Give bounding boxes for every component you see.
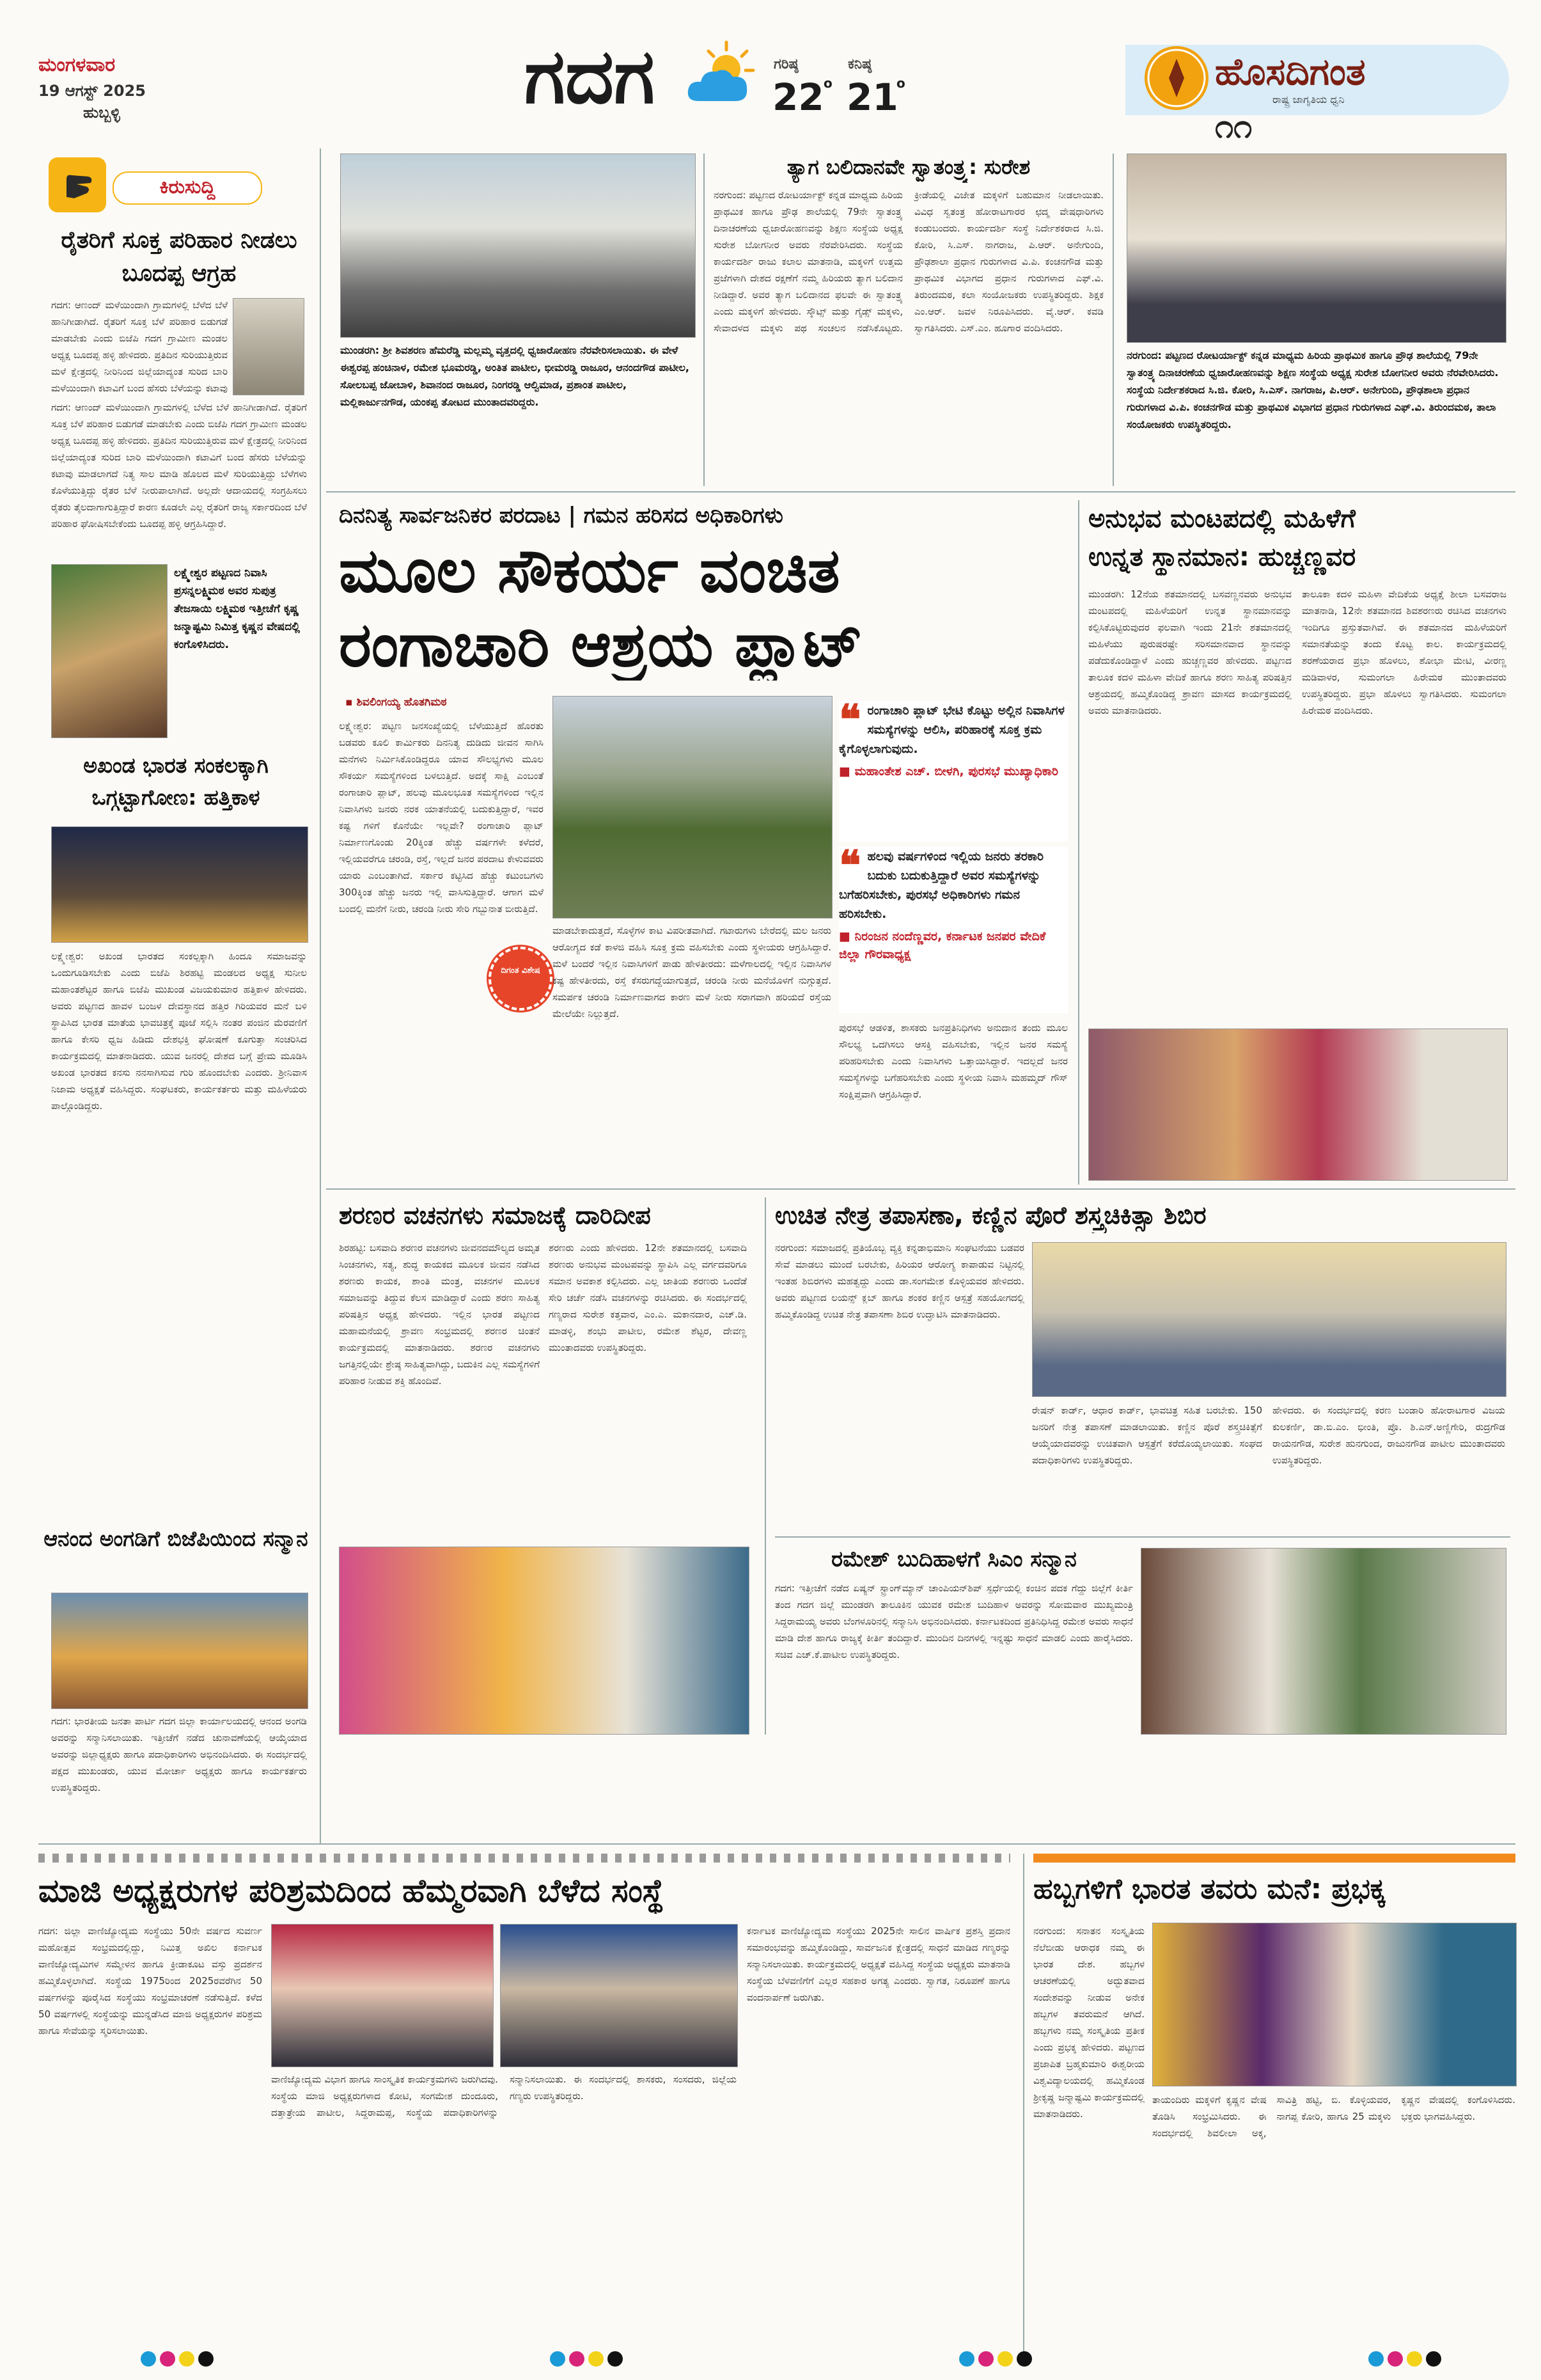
column-divider <box>320 148 321 1843</box>
color-dot <box>997 2351 1013 2367</box>
sharanara-headline: ಶರಣರ ವಚನಗಳು ಸಮಾಜಕ್ಕೆ ದಾರಿದೀಪ <box>339 1201 651 1229</box>
column-divider <box>765 1197 766 1735</box>
color-dot <box>1388 2351 1403 2367</box>
torch-rally-photo <box>51 826 308 943</box>
digantha-special-badge: ದಿಗಂತ ವಿಶೇಷ <box>489 947 552 1011</box>
row-divider <box>775 1536 1510 1538</box>
main-byline-name: ಶಿವಲಿಂಗಯ್ಯ ಹೊತಗಿಮಠ <box>356 696 447 709</box>
section-rule <box>38 1854 1010 1863</box>
kirusuddi-headline-3: ಅಖಂಡ ಭಾರತ ಸಂಕಲಕ್ಕಾಗಿ ಒಗ್ಗಟ್ಟಾಗೋಣ: ಹತ್ತಿಕಾಳ <box>83 753 269 810</box>
maji-col3: ಕರ್ನಾಟಕ ವಾಣಿಜ್ಯೋದ್ಯಮ ಸಂಸ್ಥೆಯು 2025ನೇ ಸಾಲಿನ ವಾರ್ಷಿಕ ಪ್ರಶಸ್ತಿ ಪ್ರದಾನ ಸಮಾರಂಭವನ್ನು ಹಮ್ಮಿಕೊಂಡಿದ್ದು, ಸಾರ್ವಜನಿಕ ಕ್ಷೇತ್ರದಲ್ಲಿ ಸಾಧನೆ ಮಾಡಿದ ಗಣ್ಯರನ್ನು ಸನ್ಮಾನಿಸಲಾಯಿತು. ಕಾರ್ಯಕ್ರಮದಲ್ಲಿ ಅಧ್ಯಕ್ಷತೆ ವಹಿಸಿದ್ದ ಸಂಸ್ಥೆಯ ಅಧ್ಯಕ್ಷರು ಮಾತನಾಡಿ ಸಂಸ್ಥೆಯ ಬೆಳವಣಿಗೆಗೆ ಎಲ್ಲರ ಸಹಕಾರ ಅಗತ್ಯ ಎಂದರು. ಸ್ವಾಗತ, ನಿರೂಪಣೆ ಹಾಗೂ ವಂದನಾರ್ಪಣೆ ಜರುಗಿತು. <box>747 1925 1010 2003</box>
main-col3: ಪುರಸಭೆ ಆಡಳಿತ, ಶಾಸಕರು ಜನಪ್ರತಿನಿಧಿಗಳು ಅನುದಾನ ತಂದು ಮೂಲ ಸೌಲಭ್ಯ ಒದಗಿಸಲು ಆಸಕ್ತಿ ವಹಿಸಬೇಕು, ಇಲ್ಲಿನ ಜನರ ಸಮಸ್ಯೆ ಪರಿಹರಿಸಬೇಕು ಎಂದು ನಿವಾಸಿಗಳು ಒತ್ತಾಯಿಸಿದ್ದಾರೆ. ಇದಲ್ಲದೆ ಜನರ ಸಮಸ್ಯೆಗಳನ್ನು ಬಗೆಹರಿಸಬೇಕು ಎಂದು ಸ್ಥಳೀಯ ನಿವಾಸಿ ಮಹಮ್ಮದ್ ಗೌಸ್ ಸಂಕ್ಷಿಪ್ತವಾಗಿ ಆಗ್ರಹಿಸಿದ್ದಾರೆ. <box>839 1022 1068 1100</box>
quote-mark-icon: ❝ <box>839 696 861 744</box>
color-dot <box>607 2351 623 2367</box>
anubhava-headline-line2: ಉನ್ನತ ಸ್ಥಾನಮಾನ: ಹುಚ್ಚಣ್ಣವರ <box>1088 542 1356 572</box>
color-dot <box>550 2351 565 2367</box>
kirusuddi-column <box>38 148 313 1837</box>
maji-col1: ಗದಗ: ಜಿಲ್ಲಾ ವಾಣಿಜ್ಯೋದ್ಯಮ ಸಂಸ್ಥೆಯು 50ನೇ ವರ್ಷದ ಸುವರ್ಣ ಮಹೋತ್ಸವ ಸಂಭ್ರಮದಲ್ಲಿದ್ದು, ನಿಮಿತ್ತ ಅಖಿಲ ಕರ್ನಾಟಕ ವಾಣಿಜ್ಯೋದ್ಯಮಿಗಳ ಸಮ್ಮೇಳನ ಹಾಗೂ ಕ್ರೀಡಾಕೂಟ ವಸ್ತು ಪ್ರದರ್ಶನ ಹಮ್ಮಿಕೊಳ್ಳಲಾಗಿದೆ. ಸಂಸ್ಥೆಯ 1975ರಿಂದ 2025ರವರೆಗಿನ 50 ವರ್ಷಗಳನ್ನು ಪೂರೈಸಿದ ಸಂಸ್ಥೆಯು ಸಂಭ್ರಮಾಚರಣೆ ನಡೆಸುತ್ತಿದೆ. ಕಳೆದ 50 ವರ್ಷಗಳಲ್ಲಿ ಸಂಸ್ಥೆಯನ್ನು ಮುನ್ನಡೆಸಿದ ಮಾಜಿ ಅಧ್ಯಕ್ಷರುಗಳ ಪರಿಶ್ರಮ ಹಾಗೂ ಸೇವೆಯನ್ನು ಸ್ಮರಿಸಲಾಯಿತು. <box>38 1925 262 2037</box>
anubhava-col1: ಮುಂಡರಗಿ: 12ನೆಯ ಶತಮಾನದಲ್ಲಿ ಬಸವಣ್ಣನವರು ಅನುಭವ ಮಂಟಪದಲ್ಲಿ ಮಹಿಳೆಯರಿಗೆ ಉನ್ನತ ಸ್ಥಾನಮಾನವನ್ನು ಕಲ್ಪಿಸಿಕೊಟ್ಟಿರುವುದರ ಫಲವಾಗಿ ಇಂದು 21ನೇ ಶತಮಾನದಲ್ಲಿ ಮಹಿಳೆಯು ಪುರುಷರಷ್ಟೇ ಸರಿಸಮಾನವಾದ ಸ್ಥಾನವನ್ನು ಪಡೆದುಕೊಂಡಿದ್ದಾಳೆ ಎಂದು ಹುಚ್ಚಣ್ಣವರ ಹೇಳಿದರು. ಪಟ್ಟಣದ ತಾಲೂಕ ಕದಳಿ ಮಹಿಳಾ ವೇದಿಕೆ ಹಾಗೂ ಶರಣ ಸಾಹಿತ್ಯ ಪರಿಷತ್ತಿನ ಆಶ್ರಯದಲ್ಲಿ ಹಮ್ಮಿಕೊಂಡಿದ್ದ ಶ್ರಾವಣ ಮಾಸದ ಕಾರ್ಯಕ್ರಮದಲ್ಲಿ ಅವರು ಮಾತನಾಡಿದರು. <box>1088 588 1292 716</box>
color-dot <box>160 2351 175 2367</box>
kirusuddi-body-1b: ಗದಗ: ಆಣಂದ್ ಮಳೆಯಿಂದಾಗಿ ಗ್ರಾಮಗಳಲ್ಲಿ ಬೆಳೆದ ಬೆಳೆ ಹಾನಿಗೀಡಾಗಿದೆ. ರೈತರಿಗೆ ಸೂಕ್ತ ಬೆಳೆ ಪರಿಹಾರ ಬಿಡುಗಡೆ ಮಾಡಬೇಕು ಎಂದು ಬಿಜೆಪಿ ಗದಗ ಗ್ರಾಮೀಣ ಮಂಡಲ ಅಧ್ಯಕ್ಷ ಬೂದಪ್ಪ ಹಳ್ಳಿ ಹೇಳಿದರು. ಪ್ರತಿದಿನ ಸುರಿಯುತ್ತಿರುವ ಮಳೆ ಕ್ಷೇತ್ರದಲ್ಲಿ ನೀರಿನಿಂದ ಜಿಲ್ಲೆಯಾದ್ಯಂತ ಸುರಿದ ಬಾರಿ ಮಳೆಯಿಂದಾಗಿ ಕಟಾವಿಗೆ ಬಂದ ಹೆಸರು ಬೆಳೆಯನ್ನು ಕಟಾವು ಮಾಡಲಾಗದೆ ನಿತ್ಯ ಸಾಲ ಮಾಡಿ ಹೊಲದ ಮಳೆ ಸುರಿಯುತ್ತಿದ್ದು ಬೆಳೆಗಳು ಕೊಳೆಯುತ್ತಿದ್ದು ರೈತರ ಬೆಳೆ ನೀರುಪಾಲಾಗಿದೆ. ಅಲ್ಲದೇ ಆದಾಯದಲ್ಲಿ ಸಂಗ್ರಹಿಸಲು ರೈತರು ತೈಲದಾಗಾಗುತ್ತಿದ್ದಾರೆ ಕಾರಣ ಕೂಡಲೇ ಎಲ್ಲ ರೈತರಿಗೆ ರಾಜ್ಯ ಸರ್ಕಾರದಿಂದ ಬೆಳೆ ಪರಿಹಾರ ಘೋಷಿಸಬೇಕೆಂದು ಬೂದಪ್ಪ ಹಳ್ಳಿ ಆಗ್ರಹಿಸಿದ್ದಾರೆ. <box>51 402 307 530</box>
color-dots <box>1368 2351 1445 2369</box>
commerce-award-photo-1 <box>271 1924 494 2067</box>
page-number: ೧೧ <box>1215 107 1253 146</box>
quote-mark-icon: ❝ <box>839 842 861 890</box>
waterlogged-plot-photo <box>552 696 833 918</box>
color-dot <box>198 2351 214 2367</box>
photo-caption-1: ಮುಂಡರಗಿ: ಶ್ರೀ ಶಿವಶರಣ ಹೆಮರೆಡ್ಡಿ ಮಲ್ಲಮ್ಮ ವೃತ್ತದಲ್ಲಿ ಧ್ವಜಾರೋಹಣ ನೆರವೇರಿಸಲಾಯಿತು. ಈ ವೇಳೆ ಈಶ್ವರಪ್ಪ ಹಂಚಿನಾಳ, ರಮೇಶ ಭೂಮರಡ್ಡಿ, ಅಂತಿತ ಪಾಟೀಲ, ಭೀಮರಡ್ಡಿ ರಾಜೂರ, ಆನಂದಗೌಡ ಪಾಟೀಲ, ಸೋಲಬಪ್ಪ ಜೋಬಾಳಿ, ಶಿವಾನಂದ ರಾಜೂರ, ನಿಂಗರಡ್ಡಿ ಆಲ್ವಿಮಾಡ, ಪ್ರಶಾಂತ ಪಾಟೀಲ, ಮಲ್ಲಿಕಾರ್ಜುನಗೌಡ, ಯಂಕಪ್ಪ ತೋಟದ ಮುಂತಾದವರಿದ್ದರು. <box>340 344 689 408</box>
krishna-janmashtami-photo <box>1152 1923 1517 2086</box>
column-divider <box>1113 154 1114 486</box>
brand-tagline: ರಾಷ್ಟ್ರ ಜಾಗೃತಿಯ ಧ್ವನಿ <box>1272 93 1345 106</box>
masthead <box>0 0 1541 147</box>
color-dot <box>588 2351 604 2367</box>
ramesh-body: ಗದಗ: ಇತ್ತೀಚೆಗೆ ನಡೆದ ಏಷ್ಯನ್ ಸ್ಟ್ರಾಂಗ್‌ಮ್ಯಾನ್ ಚಾಂಪಿಯನ್‌ಶಿಪ್ ಸ್ಪರ್ಧೆಯಲ್ಲಿ ಕಂಚಿನ ಪದಕ ಗೆದ್ದು ಜಿಲ್ಲೆಗೆ ಕೀರ್ತಿ ತಂದ ಗದಗ ಜಿಲ್ಲೆ ಮುಂಡರಗಿ ತಾಲೂಕಿನ ಯುವಕ ರಮೇಶ ಬುದಿಹಾಳ ಅವರನ್ನು ಸೋಮವಾರ ಮುಖ್ಯಮಂತ್ರಿ ಸಿದ್ದರಾಮಯ್ಯ ಅವರು ಬೆಂಗಳೂರಿನಲ್ಲಿ ಸನ್ಮಾನಿಸಿ ಅಭಿನಂದಿಸಿದರು. ಕರ್ನಾಟಕದಿಂದ ಪ್ರತಿನಿಧಿಸಿದ್ದ ರಮೇಶ ಅವರು ಸಾಧನೆ ಮಾಡಿ ದೇಶ ಹಾಗೂ ರಾಜ್ಯಕ್ಕೆ ಕೀರ್ತಿ ತಂದಿದ್ದಾರೆ. ಮುಂದಿನ ದಿನಗಳಲ್ಲಿ ಇನ್ನಷ್ಟು ಸಾಧನೆ ಮಾಡಲಿ ಎಂದು ಹಾರೈಸಿದರು. ಸಚಿವ ಎಚ್.ಕೆ.ಪಾಟೀಲ ಉಪಸ್ಥಿತರಿದ್ದರು. <box>775 1582 1133 1660</box>
color-dot <box>1407 2351 1422 2367</box>
photo-caption-2: ನರಗುಂದ: ಪಟ್ಟಣದ ರೋಟರ್ಯಾಕ್ಟ್ ಕನ್ನಡ ಮಾಧ್ಯಮ ಹಿರಿಯ ಪ್ರಾಥಮಿಕ ಹಾಗೂ ಪ್ರೌಢ ಶಾಲೆಯಲ್ಲಿ 79ನೇ ಸ್ವಾತಂತ್ರ್ಯ ದಿನಾಚರಣೆಯ ಧ್ವಜಾರೋಹಣವನ್ನು ಶಿಕ್ಷಣ ಸಂಸ್ಥೆಯ ಅಧ್ಯಕ್ಷ ಸುರೇಶ ಬೋಗನೀರ ಅವರು ನೆರವೇರಿಸಿದರು. ಸಂಸ್ಥೆಯ ನಿರ್ದೇಶಕರಾದ ಸಿ.ಜಿ. ಕೋರಿ, ಸಿ.ಎಸ್. ನಾಗರಾಜ, ಪಿ.ಆರ್. ಅನೇಗುಂದಿ, ಪ್ರೌಢಶಾಲಾ ಪ್ರಧಾನ ಗುರುಗಳಾದ ವಿ.ಪಿ. ಕಂಚನಗೌಡ ಮತ್ತು ಪ್ರಾಥಮಿಕ ವಿಭಾಗದ ಪ್ರಧಾನ ಗುರುಗಳಾದ ಎಫ್.ವಿ. ತಿರುಂದಮಠ, ತಾಲಾ ಸಂಯೋಜಕರು ಉಪಸ್ಥಿತರಿದ್ದರು. <box>1127 349 1499 430</box>
uchita-col2: ರೇಷನ್ ಕಾರ್ಡ್, ಆಧಾರ ಕಾರ್ಡ್, ಭಾವಚಿತ್ರ ಸಹಿತ ಬರಬೇಕು. 150 ಜನರಿಗೆ ನೇತ್ರ ತಪಾಸಣೆ ಮಾಡಲಾಯಿತು. ಕಣ್ಣಿನ ಪೊರೆ ಶಸ್ತ್ರಚಿಕಿತ್ಸೆಗೆ ಆಯ್ಕೆಯಾದವರನ್ನು ಉಚಿತವಾಗಿ ಆಸ್ಪತ್ರೆಗೆ ಕರೆದೊಯ್ಯಲಾಯಿತು. ಸಂಘದ ಪದಾಧಿಕಾರಿಗಳು ಉಪಸ್ಥಿತರಿದ್ದರು. <box>1032 1405 1262 1466</box>
habba-col1: ನರಗುಂದ: ಸನಾತನ ಸಂಸ್ಕೃತಿಯ ನೆಲೆಬೀಡು ಆರಾಧಕ ನಮ್ಮ ಈ ಭಾರತ ದೇಶ. ಹಬ್ಬಗಳ ಆಚರಣೆಯಲ್ಲಿ ಅದ್ಭುತವಾದ ಸಂದೇಶವನ್ನು ನೀಡುವ ಅನೇಕ ಹಬ್ಬಗಳ ತವರುಮನೆ ಆಗಿದೆ. ಹಬ್ಬಗಳು ನಮ್ಮ ಸಂಸ್ಕೃತಿಯ ಪ್ರತೀಕ ಎಂದು ಪ್ರಭಕ್ಕ ಹೇಳಿದರು. ಪಟ್ಟಣದ ಪ್ರಜಾಪಿತ ಬ್ರಹ್ಮಕುಮಾರಿ ಈಶ್ವರೀಯ ವಿಶ್ವವಿದ್ಯಾಲಯದಲ್ಲಿ ಹಮ್ಮಿಕೊಂಡ ಶ್ರೀಕೃಷ್ಣ ಜನ್ಮಾಷ್ಟಮಿ ಕಾರ್ಯಕ್ರಮದಲ್ಲಿ ಮಾತನಾಡಿದರು. <box>1033 1925 1145 2120</box>
masthead-place: ಹುಬ್ಬಳ್ಳಿ <box>83 104 120 122</box>
column-divider <box>703 154 705 486</box>
farmer-leader-photo <box>233 298 304 395</box>
quote-1-text: ರಂಗಾಚಾರಿ ಪ್ಲಾಟ್ ಭೇಟಿ ಕೊಟ್ಟು ಅಲ್ಲಿನ ನಿವಾಸಿಗಳ ಸಮಸ್ಯೆಗಳನ್ನು ಆಲಿಸಿ, ಪರಿಹಾರಕ್ಕೆ ಸೂಕ್ತ ಕ್ರಮ ಕೈಗೊಳ್ಳಲಾಗುವುದು. <box>839 704 1065 756</box>
tyaga-headline: ತ್ಯಾಗ ಬಲಿದಾನವೇ ಸ್ವಾತಂತ್ರ್ಯ: ಸುರೇಶ <box>786 155 1031 179</box>
color-dots <box>141 2351 217 2369</box>
brand-logo-icon <box>1145 46 1209 110</box>
quote-2-author: ■ ನಿರಂಜನ ನಂದೆಣ್ಣವರ, ಕರ್ನಾಟಕ ಜನಪರ ವೇದಿಕೆ ಜಿಲ್ಲಾ ಗೌರವಾಧ್ಯಕ್ಷ <box>839 929 1046 961</box>
hand-icon <box>49 157 106 212</box>
row-divider <box>326 1188 1515 1190</box>
flag-hoisting-photo-2 <box>1127 154 1506 343</box>
column-divider <box>1078 500 1079 1185</box>
ramesh-headline: ರಮೇಶ್ ಬುದಿಹಾಳಗೆ ಸಿಎಂ ಸನ್ಮಾನ <box>831 1547 1077 1572</box>
masthead-date: 19 ಆಗಸ್ಟ್ 2025 <box>38 82 146 100</box>
temp-min-label: ಕನಿಷ್ಠ <box>848 56 872 72</box>
row-divider <box>326 491 1515 493</box>
anubhava-col2: ತಾಲೂಕಾ ಕದಳಿ ಮಹಿಳಾ ವೇದಿಕೆಯ ಅಧ್ಯಕ್ಷೆ ಶೀಲಾ ಬಸವರಾಜ ಮಾತನಾಡಿ, 12ನೇ ಶತಮಾನದ ಶಿವಶರಣರು ರಚಿಸಿದ ವಚನಗಳು ಇಂದಿಗೂ ಪ್ರಸ್ತುತವಾಗಿವೆ. ಈ ಶತಮಾನದ ಮಹಿಳೆಯರಿಗೆ ಸಮಾನತೆಯನ್ನು ತಂದು ಕೊಟ್ಟ ಕಾಲ. ಕಾರ್ಯಕ್ರಮದಲ್ಲಿ ಶರಣೆಯರಾದ ಪ್ರಭಾ ಹೊಳಲು, ಶೋಭಾ ಮೇಟಿ, ವೀರಣ್ಣ ಮಡಿವಾಳರ, ಸುಮಂಗಲಾ ಹಿರೇಮಠ ಮುಂತಾದವರು ಉಪಸ್ಥಿತರಿದ್ದರು. ಪ್ರಭಾ ಹೊಳಲು ಸ್ವಾಗತಿಸಿದರು. ಸುಮಂಗಲಾ ಹಿರೇಮಠ ವಂದಿಸಿದರು. <box>1302 588 1506 716</box>
kirusuddi-body-1a: ಗದಗ: ಆಣಂದ್ ಮಳೆಯಿಂದಾಗಿ ಗ್ರಾಮಗಳಲ್ಲಿ ಬೆಳೆದ ಬೆಳೆ ಹಾನಿಗೀಡಾಗಿದೆ. ರೈತರಿಗೆ ಸೂಕ್ತ ಬೆಳೆ ಪರಿಹಾರ ಬಿಡುಗಡೆ ಮಾಡಬೇಕು ಎಂದು ಬಿಜೆಪಿ ಗದಗ ಗ್ರಾಮೀಣ ಮಂಡಲ ಅಧ್ಯಕ್ಷ ಬೂದಪ್ಪ ಹಳ್ಳಿ ಹೇಳಿದರು. ಪ್ರತಿದಿನ ಸುರಿಯುತ್ತಿರುವ ಮಳೆ ಕ್ಷೇತ್ರದಲ್ಲಿ ನೀರಿನಿಂದ ಜಿಲ್ಲೆಯಾದ್ಯಂತ ಸುರಿದ ಬಾರಿ ಮಳೆಯಿಂದಾಗಿ ಕಟಾವಿಗೆ ಬಂದ ಹೆಸರು ಬೆಳೆಯನ್ನು ಕಟಾವು <box>51 299 228 394</box>
commerce-award-photo-2 <box>500 1924 738 2067</box>
row-divider <box>38 1843 1515 1845</box>
kirusuddi-headline-1: ರೈತರಿಗೆ ಸೂಕ್ತ ಪರಿಹಾರ ನೀಡಲು ಬೂದಪ್ಪ ಆಗ್ರಹ <box>61 227 297 287</box>
quote-box-1 <box>839 696 1068 842</box>
uchita-col3: ಹೇಳಿದರು. ಈ ಸಂದರ್ಭದಲ್ಲಿ ಕರಣ ಬಂಡಾರಿ ಹೋರಾಟಗಾರ ವಿಜಯ ಕುಲಕರ್ಣಿ, ಡಾ.ಬಿ.ಎಂ. ಭೀಂತಿ, ಪ್ರೊ. ಶಿ.ಎನ್.ಅಣ್ಣಿಗೇರಿ, ರುದ್ರಗೌಡ ರಾಯನಗೌಡ, ಸುರೇಶ ಹುನಗುಂದ, ರಾಜುನಗೌಡ ಪಾಟೀಲ ಮುಂತಾದವರು ಉಪಸ್ಥಿತರಿದ್ದರು. <box>1272 1405 1505 1466</box>
anubhava-headline-line1: ಅನುಭವ ಮಂಟಪದಲ್ಲಿ ಮಹಿಳೆಗೆ <box>1088 504 1356 533</box>
quote-1-author: ■ ಮಹಾಂತೇಶ ಎಚ್. ಬೀಳಗಿ, ಪುರಸಭೆ ಮುಖ್ಯಾಧಿಕಾರಿ <box>839 764 1059 778</box>
masthead-day: ಮಂಗಳವಾರ <box>38 54 116 76</box>
main-col2: ಮಾಡಬೇಕಾದುತ್ತದೆ, ಸೊಳ್ಳೆಗಳ ಕಾಟ ವಿಪರೀತವಾಗಿದೆ. ಗಟಾರುಗಳು ಬೇರೆದಲ್ಲಿ ಮಲ ಜನರು ಆರೋಗ್ಯದ ಕಡೆ ಕಾಳಜಿ ವಹಿಸಿ ಸೂಕ್ತ ಕ್ರಮ ವಹಿಸಬೇಕು ಎಂದು ಸ್ಥಳೀಯರು ಆಗ್ರಹಿಸಿದ್ದಾರೆ. ಮಳೆ ಬಂದರೆ ಇಲ್ಲಿನ ನಿವಾಸಿಗಳಿಗೆ ಪಾಡು ಹೇಳತೀರದು: ಮಳೆಗಾಲದಲ್ಲಿ ಇಲ್ಲಿನ ನಿವಾಸಿಗಳ ಕಷ್ಟ ಹೇಳತೀರದು, ರಸ್ತೆ ಕೆಸರುಗದ್ದೆಯಾಗುತ್ತದೆ, ಚರಂಡಿ ನೀರು ಮನೆಯೊಳಗೆ ನುಗ್ಗುತ್ತದೆ. ಸಮರ್ಪಕ ಚರಂಡಿ ನಿರ್ಮಾಣವಾಗದ ಕಾರಣ ಮಳೆ ನೀರು ಸರಾಗವಾಗಿ ಹರಿಯದೆ ರಸ್ತೆಯ ಮೇಲೆಯೇ ನಿಲ್ಲುತ್ತದೆ. <box>552 925 831 1020</box>
vachana-program-photo <box>339 1547 749 1735</box>
color-dot <box>141 2351 156 2367</box>
color-dot <box>569 2351 584 2367</box>
kirusuddi-body-3: ಲಕ್ಷ್ಮೇಶ್ವರ: ಅಖಂಡ ಭಾರತದ ಸಂಕಲ್ಪಕ್ಕಾಗಿ ಹಿಂದೂ ಸಮಾಜವನ್ನು ಒಂದುಗೂಡಿಸಬೇಕು ಎಂದು ಬಿಜೆಪಿ ಶಿರಹಟ್ಟಿ ಮಂಡಲದ ಅಧ್ಯಕ್ಷ ಸುನೀಲ ಮಹಾಂತಶೆಟ್ಟರ ಹಾಗೂ ಬಿಜೆಪಿ ಮುಖಂಡ ವಿಜಯಕುಮಾರ ಹತ್ತಿಕಾಳ ಹೇಳಿದರು. ಅವರು ಪಟ್ಟಣದ ಹಾವಳ ಬಂಜಳ ದೇವಸ್ಥಾನದ ಹತ್ತಿರ ಗಿರಿಯವರ ಮನೆ ಬಳಿ ಸ್ಥಾಪಿಸಿದ ಭಾರತ ಮಾತೆಯ ಭಾವಚಿತ್ರಕ್ಕೆ ಪೂಜೆ ಸಲ್ಲಿಸಿ ನಂತರ ಪಂಜಿನ ಮೆರವಣಿಗೆ ಹಾಗೂ ಕೇಸರಿ ಧ್ವಜ ಹಿಡಿದು ದೇಶಭಕ್ತಿ ಘೋಷಣೆ ಕೂಗುತ್ತಾ ಸಂಚರಿಸಿದ ಕಾರ್ಯಕ್ರಮದಲ್ಲಿ ಮಾತನಾಡಿದರು. ಯುವ ಜನರಲ್ಲಿ ದೇಶದ ಬಗ್ಗೆ ಪ್ರೇಮ ಮೂಡಿಸಿ ಅಖಂಡ ಭಾರತದ ಕನಸು ನನಸಾಗಿಸುವ ಗುರಿ ಹೊಂದಬೇಕು ಎಂದರು. ಶ್ರೀನಿವಾಸ ನಿಜಾಮ ಅಧ್ಯಕ್ಷತೆ ವಹಿಸಿದ್ದರು. ಸಂಘಟಕರು, ಕಾರ್ಯಕರ್ತರು ಮತ್ತು ಮಹಿಳೆಯರು ಪಾಲ್ಗೊಂಡಿದ್ದರು. <box>51 950 307 1112</box>
temp-max: 22 <box>772 75 824 119</box>
tyaga-body: ನರಗುಂದ: ಪಟ್ಟಣದ ರೋಟರ್ಯಾಕ್ಟ್ ಕನ್ನಡ ಮಾಧ್ಯಮ ಹಿರಿಯ ಪ್ರಾಥಮಿಕ ಹಾಗೂ ಪ್ರೌಢ ಶಾಲೆಯಲ್ಲಿ 79ನೇ ಸ್ವಾತಂತ್ರ್ಯ ದಿನಾಚರಣೆಯ ಧ್ವಜಾರೋಹಣವನ್ನು ಶಿಕ್ಷಣ ಸಂಸ್ಥೆಯ ಅಧ್ಯಕ್ಷ ಸುರೇಶ ಬೋಗನೀರ ಅವರು ನೆರವೇರಿಸಿದರು. ಸಂಸ್ಥೆಯ ಕಾರ್ಯದರ್ಶಿ ರಾಜು ಕಲಾಲ ಮಾತನಾಡಿ, ಮಕ್ಕಳಿಗೆ ಉತ್ತಮ ಪ್ರಜೆಗಳಾಗಿ ದೇಶದ ರಕ್ಷಣೆಗೆ ನಮ್ಮ ಹಿರಿಯರು ತ್ಯಾಗ ಬಲಿದಾನ ನೀಡಿದ್ದಾರೆ. ಅವರ ತ್ಯಾಗ ಬಲಿದಾನದ ಫಲವೇ ಈ ಸ್ವಾತಂತ್ರ್ಯ ಎಂದು ಮಕ್ಕಳಿಗೆ ಹೇಳಿದರು. ಸ್ಕೌಟ್ಸ್ ಮತ್ತು ಗೈಡ್ಸ್ ಮಕ್ಕಳು, ಸೇವಾದಳದ ಮಕ್ಕಳು ಪಥ ಸಂಚಲನ ನಡೆಸಿಕೊಟ್ಟರು. ಕ್ರೀಡೆಯಲ್ಲಿ ವಿಜೇತ ಮಕ್ಕಳಿಗೆ ಬಹುಮಾನ ನೀಡಲಾಯಿತು. ವಿವಿಧ ಸ್ವತಂತ್ರ ಹೋರಾಟಗಾರರ ಛದ್ಮ ವೇಷಧಾರಿಗಳು ಕಂಡುಬಂದರು. ಕಾರ್ಯದರ್ಶಿ ಸಂಸ್ಥೆ ನಿರ್ದೇಶಕರಾದ ಸಿ.ಜಿ. ಕೋರಿ, ಸಿ.ಎಸ್. ನಾಗರಾಜ, ಪಿ.ಆರ್. ಅನೇಗುಂದಿ, ಪ್ರೌಢಶಾಲಾ ಪ್ರಧಾನ ಗುರುಗಳಾದ ವಿ.ಪಿ. ಕಂಚನಗೌಡ ಮತ್ತು ಪ್ರಾಥಮಿಕ ವಿಭಾಗದ ಪ್ರಧಾನ ಗುರುಗಳಾದ ಎಫ್.ವಿ. ತಿರುಂದಮಠ, ಕಲಾ ಸಂಯೋಜಕರು ಉಪಸ್ಥಿತರಿದ್ದರು. ಶಿಕ್ಷಕ ಎಂ.ಆರ್. ಜವಳ ನಿರೂಪಿಸಿದರು. ವೈ.ಆರ್. ಕವಡಿ ಸ್ವಾಗತಿಸಿದರು. ಎಸ್.ಎಂ. ಹೂಗಾರ ವಂದಿಸಿದರು. <box>714 189 1104 334</box>
color-dots <box>550 2351 627 2369</box>
flag-hoisting-photo-1 <box>340 154 696 338</box>
habba-headline: ಹಬ್ಬಗಳಿಗೆ ಭಾರತ ತವರು ಮನೆ: ಪ್ರಭಕ್ಕ <box>1033 1873 1386 1905</box>
uchita-headline: ಉಚಿತ ನೇತ್ರ ತಪಾಸಣಾ, ಕಣ್ಣಿನ ಪೊರೆ ಶಸ್ತ್ರಚಿಕಿತ್ಸಾ ಶಿಬಿರ <box>775 1201 1207 1229</box>
kirusuddi-headline-4: ಆನಂದ ಅಂಗಡಿಗೆ ಬಿಜೆಪಿಯಿಂದ ಸನ್ಮಾನ <box>43 1526 308 1551</box>
color-dot <box>1368 2351 1384 2367</box>
main-byline: ▪ ಶಿವಲಿಂಗಯ್ಯ ಹೊತಗಿಮಠ <box>345 696 447 709</box>
city-title: ಗದಗ <box>524 32 655 120</box>
color-dots <box>959 2351 1036 2369</box>
maji-col2: ವಾಣಿಜ್ಯೋದ್ಯಮ ವಿಭಾಗ ಹಾಗೂ ಸಾಂಸ್ಕೃತಿಕ ಕಾರ್ಯಕ್ರಮಗಳು ಜರುಗಿದವು. ಸಂಸ್ಥೆಯ ಮಾಜಿ ಅಧ್ಯಕ್ಷರುಗಳಾದ ಕೋಟಿ, ಸಂಗಮೇಶ ದುಂದೂರು, ದತ್ತಾತ್ರೇಯ ಪಾಟೀಲ, ಸಿದ್ದರಾಮಪ್ಪ, ಸಂಸ್ಥೆಯ ಪದಾಧಿಕಾರಿಗಳನ್ನು ಸನ್ಮಾನಿಸಲಾಯಿತು. ಈ ಸಂದರ್ಭದಲ್ಲಿ ಶಾಸಕರು, ಸಂಸದರು, ಜಿಲ್ಲೆಯ ಗಣ್ಯರು ಉಪಸ್ಥಿತರಿದ್ದರು. <box>271 2074 737 2118</box>
color-dot <box>959 2351 974 2367</box>
color-dot <box>1426 2351 1441 2367</box>
cm-felicitation-photo <box>1141 1548 1506 1735</box>
maji-headline: ಮಾಜಿ ಅಧ್ಯಕ್ಷರುಗಳ ಪರಿಶ್ರಮದಿಂದ ಹೆಮ್ಮರವಾಗಿ ಬೆಳೆದ ಸಂಸ್ಥೆ <box>38 1872 664 1909</box>
child-krishna-photo <box>51 564 168 738</box>
main-col1: ಲಕ್ಷ್ಮೇಶ್ವರ: ಪಟ್ಟಣ ಜನಸಂಖ್ಯೆಯಲ್ಲಿ ಬೆಳೆಯುತ್ತಿದೆ ಹೊರತು ಬಡವರು ಕೂಲಿ ಕಾರ್ಮಿಕರು ದಿನನಿತ್ಯ ದುಡಿದು ಜೀವನ ಸಾಗಿಸಿ ಮನೆಗಳು ನಿರ್ಮಿಸಿಕೊಂಡಿದ್ದರೂ ಯಾವ ಸೌಲಭ್ಯಗಳು ಮೂಲ ಸೌಕರ್ಯ ಸಮಸ್ಯೆಗಳಿಂದ ಬಳಲುತ್ತಿದೆ. ಅದಕ್ಕೆ ಸಾಕ್ಷಿ ಎಂಬಂತೆ ರಂಗಾಚಾರಿ ಪ್ಲಾಟ್, ಹಲವು ಮೂಲಭೂತ ಸಮಸ್ಯೆಗಳಿಂದ ಇಲ್ಲಿನ ನಿವಾಸಿಗಳು ಜನರು ನರಕ ಯಾತನೆಯಲ್ಲಿ ಬದುಕುತ್ತಿದ್ದಾರೆ, ಇವರ ಕಷ್ಟ ಗಳಿಗೆ ಕೊನೆಯೇ ಇಲ್ಲವೇ? ರಂಗಾಚಾರಿ ಪ್ಲಾಟ್ ನಿರ್ಮಾಣಗೊಂಡು 20ಕ್ಕಿಂತ ಹೆಚ್ಚು ವರ್ಷಗಳೇ ಕಳೆದರೆ, ಇಲ್ಲಿಯವರೆಗೂ ಚರಂಡಿ, ರಸ್ತೆ, ಇಲ್ಲದೆ ಜನರ ಪರದಾಟ ಕೇಳುವವರು ಯಾರು ಎಂಬಂತಾಗಿದೆ. ಸರ್ಕಾರ ಕಟ್ಟಿಸಿದ ಹೆಚ್ಚು ಕಟುಂಬಗಳು 300ಕ್ಕಿಂತ ಹೆಚ್ಚು ಜನರು ಇಲ್ಲಿ ವಾಸಿಸುತ್ತಿದ್ದಾರೆ. ಆಗಾಗ ಮಳೆ ಬಂದಲ್ಲಿ ಮನೆಗೆ ನೀರು, ಚರಂಡಿ ನೀರು ಸೇರಿ ಗಬ್ಬುನಾತ ಬೀರುತ್ತಿದೆ. <box>339 720 544 915</box>
temp-max-label: ಗರಿಷ್ಠ <box>774 56 799 72</box>
main-headline-line1: ಮೂಲ ಸೌಕರ್ಯ ವಂಚಿತ <box>339 535 840 606</box>
kirusuddi-body-4: ಗದಗ: ಭಾರತೀಯ ಜನತಾ ಪಾರ್ಟಿ ಗದಗ ಜಿಲ್ಲಾ ಕಾರ್ಯಾಲಯದಲ್ಲಿ ಆನಂದ ಅಂಗಡಿ ಅವರನ್ನು ಸನ್ಮಾನಿಸಲಾಯಿತು. ಇತ್ತೀಚೆಗೆ ನಡೆದ ಚುನಾವಣೆಯಲ್ಲಿ ಆಯ್ಕೆಯಾದ ಅವರನ್ನು ಜಿಲ್ಲಾಧ್ಯಕ್ಷರು ಹಾಗೂ ಪದಾಧಿಕಾರಿಗಳು ಅಭಿನಂದಿಸಿದರು. ಈ ಸಂದರ್ಭದಲ್ಲಿ ಪಕ್ಷದ ಮುಖಂಡರು, ಯುವ ಮೋರ್ಚಾ ಅಧ್ಯಕ್ಷರು ಹಾಗೂ ಕಾರ್ಯಕರ್ತರು ಉಪಸ್ಥಿತರಿದ್ದರು. <box>51 1715 307 1793</box>
degree-symbol: o <box>824 75 833 91</box>
color-dot <box>1017 2351 1032 2367</box>
section-rule <box>1033 1854 1515 1863</box>
uchita-col1: ನರಗುಂದ: ಸಮಾಜದಲ್ಲಿ ಪ್ರತಿಯೊಬ್ಬ ವ್ಯಕ್ತಿ ಕನ್ನಡಾಭಿಮಾನಿ ಸಂಘಟನೆಯು ಬಡವರ ಸೇವೆ ಮಾಡಲು ಮುಂದೆ ಬರಬೇಕು, ಹಿರಿಯರ ಆರೋಗ್ಯ ಕಾಪಾಡುವ ನಿಟ್ಟಿನಲ್ಲಿ ಇಂತಹ ಶಿಬಿರಗಳು ಮಹತ್ವದ್ದು ಎಂದು ಡಾ.ಸಂಗಮೇಶ ಕೊಳ್ಳಿಯವರ ಹೇಳಿದರು. ಅವರು ಪಟ್ಟಣದ ಲಯನ್ಸ್ ಕ್ಲಬ್ ಹಾಗೂ ಶಂಕರ ಕಣ್ಣಿನ ಆಸ್ಪತ್ರೆ ಸಹಯೋಗದಲ್ಲಿ ಹಮ್ಮಿಕೊಂಡಿದ್ದ ಉಚಿತ ನೇತ್ರ ತಪಾಸಣಾ ಶಿಬಿರ ಉದ್ಘಾಟಿಸಿ ಮಾತನಾಡಿದರು. <box>775 1242 1024 1320</box>
column-divider <box>1023 1854 1024 2365</box>
eye-camp-photo <box>1032 1242 1506 1397</box>
habba-col2: ತಾಯಂದಿರು ಮಕ್ಕಳಿಗೆ ಕೃಷ್ಣನ ವೇಷ ತೊಡಿಸಿ ಸಂಭ್ರಮಿಸಿದರು. ಈ ಸಂದರ್ಭದಲ್ಲಿ ಶಿವಲೀಲಾ ಅಕ್ಕ, ಸಾವಿತ್ರಿ ಹಟ್ಟಿ, ಬಿ. ಕೊಳ್ಳಿಯವರ, ನಾಗಪ್ಪ ಕೋರಿ, ಹಾಗೂ 25 ಮಕ್ಕಳು ಕೃಷ್ಣನ ವೇಷದಲ್ಲಿ ಕಂಗೊಳಿಸಿದರು. ಭಕ್ತರು ಭಾಗವಹಿಸಿದ್ದರು. <box>1152 2094 1515 2139</box>
color-dot <box>978 2351 994 2367</box>
sharanara-col1: ಶಿರಹಟ್ಟಿ: ಬಸವಾದಿ ಶರಣರ ವಚನಗಳು ಜೀವನದಮೌಲ್ಯದ ಅಮೃತ ಸಿಂಚನಗಳು, ಸತ್ಯ, ಶುದ್ಧ ಕಾಯಕದ ಮೂಲಕ ಜೀವನ ನಡೆಸಿದ ಶರಣರು ಕಾಯಕ, ಶಾಂತಿ ಮಂತ್ರ, ವಚನಗಳ ಮೂಲಕ ಸಮಾಜವನ್ನು ತಿದ್ದುವ ಕೆಲಸ ಮಾಡಿದ್ದಾರೆ ಎಂದು ಶರಣ ಸಾಹಿತ್ಯ ಪರಿಷತ್ತಿನ ಅಧ್ಯಕ್ಷ ಹೇಳಿದರು. ಇಲ್ಲಿನ ಭಾರತ ಪಟ್ಟಣದ ಮಹಾಮನೆಯಲ್ಲಿ ಶ್ರಾವಣ ಸಂಭ್ರಮದಲ್ಲಿ ಶರಣರ ಚಿಂತನೆ ಕಾರ್ಯಕ್ರಮದಲ್ಲಿ ಮಾತನಾಡಿದರು. ಶರಣರ ವಚನಗಳು ಜಗತ್ತಿನಲ್ಲಿಯೇ ಶ್ರೇಷ್ಠ ಸಾಹಿತ್ಯವಾಗಿದ್ದು, ಬದುಕಿನ ಎಲ್ಲ ಸಮಸ್ಯೆಗಳಿಗೆ ಪರಿಹಾರ ನೀಡುವ ಶಕ್ತಿ ಹೊಂದಿವೆ. <box>339 1242 540 1387</box>
color-dot <box>179 2351 194 2367</box>
felicitation-photo <box>51 1593 308 1709</box>
kirusuddi-badge: ಕಿರುಸುದ್ದಿ <box>49 157 266 212</box>
quote-2-text: ಹಲವು ವರ್ಷಗಳಿಂದ ಇಲ್ಲಿಯ ಜನರು ತರಕಾರಿ ಬದುಕು ಬದುಕುತ್ತಿದ್ದಾರೆ ಅವರ ಸಮಸ್ಯೆಗಳನ್ನು ಬಗೆಹರಿಸಬೇಕು, ಪುರಸಭೆ ಅಧಿಕಾರಿಗಳು ಗಮನ ಹರಿಸಬೇಕು. <box>839 849 1044 921</box>
sharanara-col2: ಶರಣರು ಎಂದು ಹೇಳಿದರು. 12ನೇ ಶತಮಾನದಲ್ಲಿ ಬಸವಾದಿ ಶರಣರು ಅನುಭವ ಮಂಟಪವನ್ನು ಸ್ಥಾಪಿಸಿ ಎಲ್ಲ ವರ್ಗದವರಿಗೂ ಸಮಾನ ಅವಕಾಶ ಕಲ್ಪಿಸಿದರು. ಎಲ್ಲ ಜಾತಿಯ ಶರಣರು ಒಂದೆಡೆ ಸೇರಿ ಚರ್ಚೆ ನಡೆಸಿ ವಚನಗಳನ್ನು ರಚಿಸಿದರು. ಈ ಸಂದರ್ಭದಲ್ಲಿ ಗಣ್ಯರಾದ ಸುರೇಶ ಕತ್ತವಾರ, ಎಂ.ಎ. ಮಕಾನದಾರ, ಎಚ್.ಡಿ. ಮಾಡಳ್ಳಿ, ಶಂಭು ಪಾಟೀಲ, ರಮೇಶ ಶೆಟ್ಟರ, ದೇವಣ್ಣ ಮುಂತಾದವರು ಉಪಸ್ಥಿತರಿದ್ದರು. <box>549 1242 747 1353</box>
quote-box-2 <box>839 842 1068 1013</box>
degree-symbol: o <box>896 75 905 91</box>
main-kicker: ದಿನನಿತ್ಯ ಸಾರ್ವಜನಿಕರ ಪರದಾಟ | ಗಮನ ಹರಿಸದ ಅಧಿಕಾರಿಗಳು <box>339 503 783 528</box>
main-headline-line2: ರಂಗಾಚಾರಿ ಆಶ್ರಯ ಪ್ಲಾಟ್ <box>339 609 863 681</box>
krishna-caption: ಲಕ್ಷ್ಮೇಶ್ವರ ಪಟ್ಟಣದ ನಿವಾಸಿ ಪ್ರಸನ್ನಲಕ್ಷ್ಮಿಮಠ ಅವರ ಸುಪುತ್ರ ತೇಜಸಾಯಿ ಲಕ್ಷ್ಮಿಮಠ ಇತ್ತೀಚೆಗೆ ಕೃಷ್ಣ ಜನ್ಮಾಷ್ಟಮಿ ನಿಮಿತ್ತ ಕೃಷ್ಣನ ವೇಷದಲ್ಲಿ ಕಂಗೊಳಿಸಿದರು. <box>174 567 301 651</box>
women-forum-photo <box>1088 1028 1508 1181</box>
weather-icon <box>684 40 761 110</box>
brand-name: ಹೊಸದಿಗಂತ <box>1215 50 1366 93</box>
temp-min: 21 <box>847 75 898 119</box>
